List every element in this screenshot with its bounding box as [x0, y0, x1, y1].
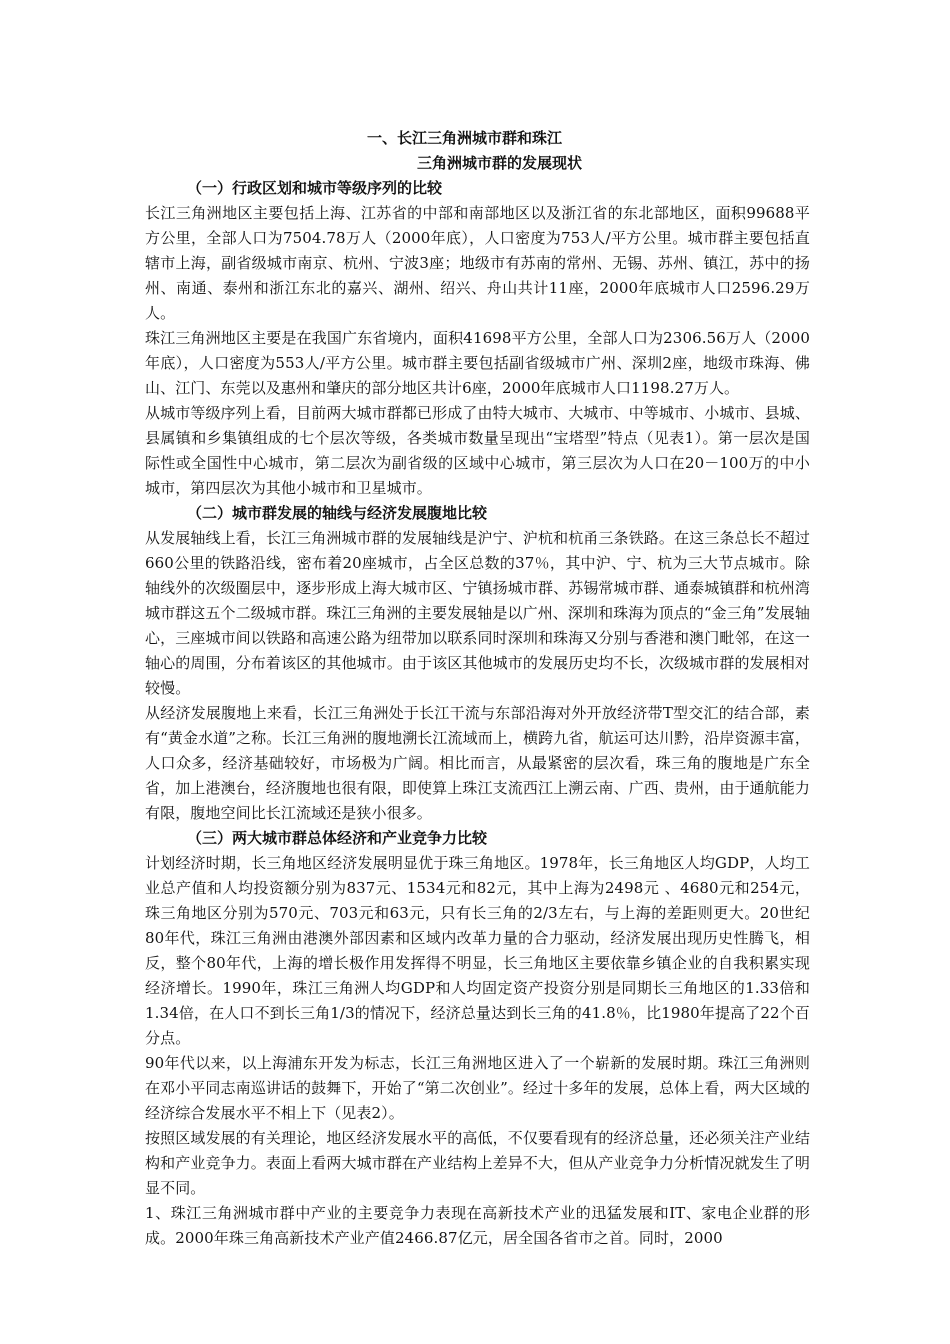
paragraph: 90年代以来，以上海浦东开发为标志，长江三角洲地区进入了一个崭新的发展时期。珠江三角洲则在邓小平同志南巡讲话的鼓舞下，开始了“第二次创业”。经过十多年的发展，总体上看，两大区域的经济综合发展水平不相上下（见表2）。	[145, 1054, 810, 1122]
document-body	[145, 126, 810, 1251]
paragraph: 从发展轴线上看，长江三角洲城市群的发展轴线是沪宁、沪杭和杭甬三条铁路。在这三条总长不超过660公里的铁路沿线，密布着20座城市，占全区总数的37％，其中沪、宁、杭为三大节点城市。除轴线外的次级圈层中，逐步形成上海大城市区、宁镇扬城市群、苏锡常城市群、通泰城镇群和杭州湾城市群这五个二级城市群。珠江三角洲的主要发展轴是以广州、深圳和珠海为顶点的“金三角”发展轴心，三座城市间以铁路和高速公路为纽带加以联系同时深圳和珠海又分别与香港和澳门毗邻，在这一轴心的周围，分布着该区的其他城市。由于该区其他城市的发展历史均不长，次级城市群的发展相对较慢。	[145, 529, 810, 697]
paragraph: 1、珠江三角洲城市群中产业的主要竞争力表现在高新技术产业的迅猛发展和IT、家电企业群的形成。2000年珠三角高新技术产业产值2466.87亿元，居全国各省市之首。同时，2000	[145, 1204, 810, 1247]
document-title-line2: 三角洲城市群的发展现状	[417, 154, 583, 172]
section-heading-1: （一）行政区划和城市等级序列的比较	[187, 179, 443, 197]
paragraph: 从城市等级序列上看，目前两大城市群都已形成了由特大城市、大城市、中等城市、小城市、县城、县属镇和乡集镇组成的七个层次等级，各类城市数量呈现出“宝塔型”特点（见表1）。第一层次是国际性或全国性中心城市，第二层次为副省级的区域中心城市，第三层次为人口在20－100万的中小城市，第四层次为其他小城市和卫星城市。	[145, 404, 810, 497]
paragraph: 计划经济时期，长三角地区经济发展明显优于珠三角地区。1978年，长三角地区人均GDP，人均工业总产值和人均投资额分别为837元、1534元和82元，其中上海为2498元 、4680元和254元，珠三角地区分别为570元、703元和63元，只有长三角的2/3左右，与上海的差距则更大。20世纪80年代，珠江三角洲由港澳外部因素和区域内改革力量的合力驱动，经济发展出现历史性腾飞，相反，整个80年代，上海的增长极作用发挥得不明显，长三角地区主要依靠乡镇企业的自我积累实现经济增长。1990年，珠江三角洲人均GDP和人均固定资产投资分别是同期长三角地区的1.33倍和1.34倍，在人口不到长三角1/3的情况下，经济总量达到长三角的41.8％，比1980年提高了22个百分点。	[145, 854, 810, 1047]
paragraph: 长江三角洲地区主要包括上海、江苏省的中部和南部地区以及浙江省的东北部地区，面积99688平方公里，全部人口为7504.78万人（2000年底），人口密度为753人/平方公里。城市群主要包括直辖市上海，副省级城市南京、杭州、宁波3座；地级市有苏南的常州、无锡、苏州、镇江，苏中的扬州、南通、泰州和浙江东北的嘉兴、湖州、绍兴、舟山共计11座，2000年底城市人口2596.29万人。	[145, 204, 810, 322]
section-heading-2: （二）城市群发展的轴线与经济发展腹地比较	[187, 504, 488, 522]
paragraph: 从经济发展腹地上来看，长江三角洲处于长江干流与东部沿海对外开放经济带T型交汇的结合部，素有“黄金水道”之称。长江三角洲的腹地溯长江流域而上，横跨九省，航运可达川黔，沿岸资源丰富，人口众多，经济基础较好，市场极为广阔。相比而言，从最紧密的层次看，珠三角的腹地是广东全省，加上港澳台，经济腹地也很有限，即使算上珠江支流西江上溯云南、广西、贵州，由于通航能力有限，腹地空间比长江流域还是狭小很多。	[145, 704, 810, 822]
paragraph: 珠江三角洲地区主要是在我国广东省境内，面积41698平方公里，全部人口为2306.56万人（2000年底），人口密度为553人/平方公里。城市群主要包括副省级城市广州、深圳2座，地级市珠海、佛山、江门、东莞以及惠州和肇庆的部分地区共计6座，2000年底城市人口1198.27万人。	[145, 329, 810, 397]
document-title-line1: 一、长江三角洲城市群和珠江	[367, 129, 563, 147]
paragraph: 按照区域发展的有关理论，地区经济发展水平的高低，不仅要看现有的经济总量，还必须关注产业结构和产业竞争力。表面上看两大城市群在产业结构上差异不大，但从产业竞争力分析情况就发生了明显不同。	[145, 1129, 810, 1197]
section-heading-3: （三）两大城市群总体经济和产业竞争力比较	[187, 829, 488, 847]
